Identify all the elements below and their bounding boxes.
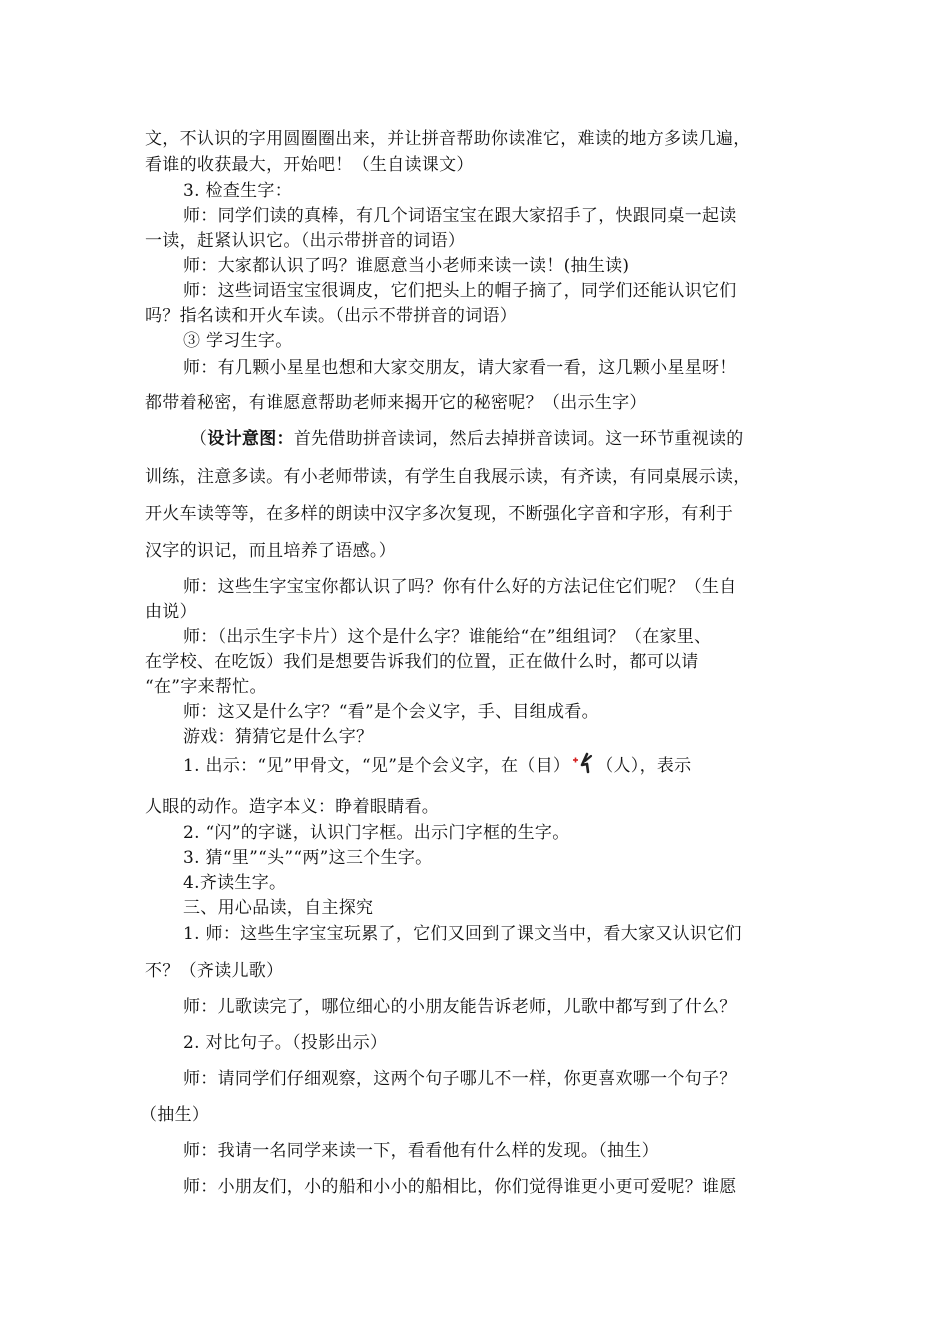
text-line: 开火车读等等，在多样的朗读中汉字多次复现，不断强化字音和字形，有利于 — [145, 504, 734, 524]
text-line: 师：这些词语宝宝很调皮，它们把头上的帽子摘了，同学们还能认识它们 — [183, 281, 737, 301]
text-line: 师：同学们读的真棒，有几个词语宝宝在跟大家招手了，快跟同桌一起读 — [183, 206, 737, 226]
text-line: 都带着秘密，有谁愿意帮助老师来揭开它的秘密呢？（出示生字） — [145, 393, 647, 413]
jiaguwen-ren-glyph-icon — [572, 752, 594, 780]
text-line: 师：这些生字宝宝你都认识了吗？你有什么好的方法记住它们呢？（生自 — [183, 577, 737, 597]
text-line: 师：（出示生字卡片）这个是什么字？谁能给“在”组组词？（在家里、 — [183, 627, 712, 647]
text-line: 师：这又是什么字？“看”是个会义字，手、目组成看。 — [183, 702, 599, 722]
text-line: （抽生） — [140, 1105, 210, 1125]
text-line: 2. 对比句子。（投影出示） — [183, 1033, 388, 1053]
text-line-with-glyph — [183, 752, 692, 780]
design-intent-label: 设计意图： — [207, 429, 294, 449]
text-line: 文，不认识的字用圆圈圈出来，并让拼音帮助你读准它，难读的地方多读几遍， — [145, 129, 751, 149]
section-heading: 三、用心品读，自主探究 — [183, 898, 374, 918]
text-line: 汉字的识记，而且培养了语感。） — [145, 541, 396, 561]
section-heading: 3. 检查生字： — [183, 181, 293, 201]
text-line: 不？（齐读儿歌） — [145, 961, 284, 981]
text-line: 2. “闪”的字谜，认识门字框。出示门字框的生字。 — [183, 823, 570, 843]
text-line: 1. 师：这些生字宝宝玩累了，它们又回到了课文当中，看大家又认识它们 — [183, 924, 742, 944]
text-line: 师：大家都认识了吗？谁愿意当小老师来读一读！(抽生读) — [183, 256, 630, 276]
text-fragment: （人），表示 — [596, 756, 692, 776]
text-line: 师：我请一名同学来读一下，看看他有什么样的发现。（抽生） — [183, 1141, 659, 1161]
text-line: 游戏：猜猜它是什么字？ — [183, 727, 374, 747]
text-line: 人眼的动作。造字本义：睁着眼睛看。 — [145, 797, 440, 817]
open-paren: （ — [190, 429, 208, 449]
text-line: 看谁的收获最大，开始吧！（生自读课文） — [145, 155, 474, 175]
design-intent-text: 首先借助拼音读词，然后去掉拼音读词。这一环节重视读的 — [293, 429, 744, 449]
text-line: 师：小朋友们，小的船和小小的船相比，你们觉得谁更小更可爱呢？谁愿 — [183, 1177, 737, 1197]
text-line: 师：有几颗小星星也想和大家交朋友，请大家看一看，这几颗小星星呀！ — [183, 358, 737, 378]
text-line: 3. 猜“里”“头”“两”这三个生字。 — [183, 848, 433, 868]
text-line: 4.齐读生字。 — [183, 873, 287, 893]
text-line: 师：请同学们仔细观察，这两个句子哪儿不一样，你更喜欢哪一个句子？ — [183, 1069, 737, 1089]
section-heading: ③ 学习生字。 — [183, 331, 293, 351]
text-line: 在学校、在吃饭）我们是想要告诉我们的位置，正在做什么时，都可以请 — [145, 652, 699, 672]
text-fragment: 1. 出示：“见”甲骨文，“见”是个会义字，在（目） — [183, 756, 571, 776]
text-line: 吗？指名读和开火车读。（出示不带拼音的词语） — [145, 306, 518, 326]
text-line: 训练，注意多读。有小老师带读，有学生自我展示读，有齐读，有同桌展示读， — [145, 467, 751, 487]
text-line: “在”字来帮忙。 — [145, 677, 267, 697]
text-line: 由说） — [145, 602, 197, 622]
design-intent-line — [190, 428, 744, 450]
text-line: 一读，赶紧认识它。（出示带拼音的词语） — [145, 231, 466, 251]
text-line: 师：儿歌读完了，哪位细心的小朋友能告诉老师，儿歌中都写到了什么？ — [183, 997, 737, 1017]
